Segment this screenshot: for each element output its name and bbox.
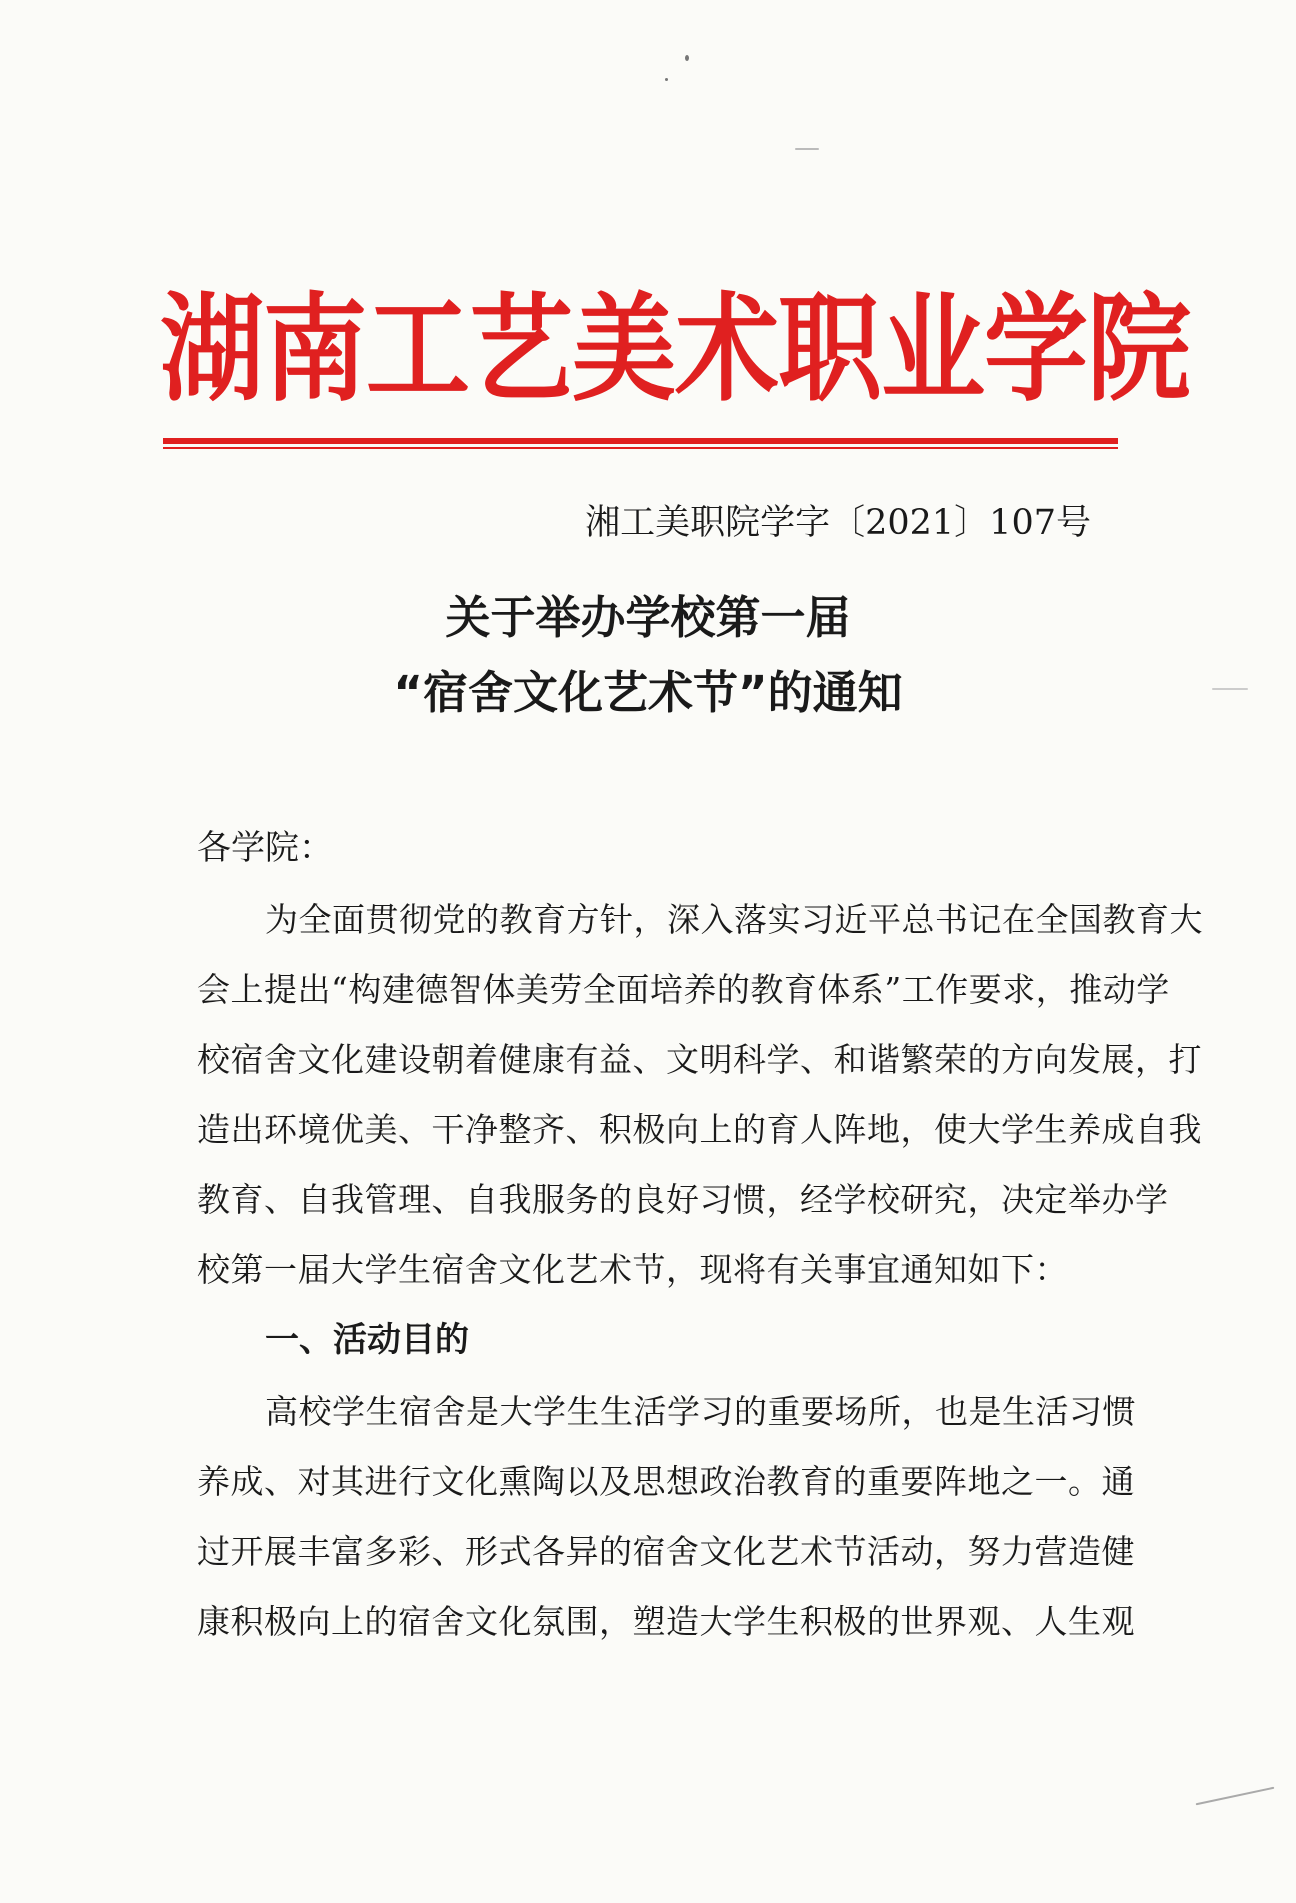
- paragraph-1-line-6: 校第一届大学生宿舍文化艺术节，现将有关事宜通知如下：: [197, 1250, 1068, 1289]
- scan-speck: [665, 78, 668, 81]
- letterhead-red-rule-thin: [163, 447, 1118, 449]
- paragraph-2-line-2: 养成、对其进行文化熏陶以及思想政治教育的重要阵地之一。通: [197, 1462, 1135, 1501]
- paragraph-2-line-4: 康积极向上的宿舍文化氛围，塑造大学生积极的世界观、人生观: [197, 1602, 1135, 1641]
- document-number: 湘工美职院学字〔2021〕107号: [585, 503, 1091, 543]
- scan-speck: [685, 55, 689, 61]
- scan-speck: [795, 148, 819, 150]
- letterhead-institution-name: 湖南工艺美术职业学院: [160, 280, 1191, 418]
- paragraph-1-line-5: 教育、自我管理、自我服务的良好习惯，经学校研究，决定举办学: [197, 1180, 1169, 1219]
- document-title-line-1: 关于举办学校第一届: [445, 591, 851, 644]
- paragraph-2-line-3: 过开展丰富多彩、形式各异的宿舍文化艺术节活动，努力营造健: [197, 1532, 1135, 1571]
- paragraph-1-line-2: 会上提出“构建德智体美劳全面培养的教育体系”工作要求，推动学: [197, 970, 1170, 1009]
- section-1-heading: 一、活动目的: [265, 1320, 469, 1360]
- salutation: 各学院：: [197, 828, 333, 868]
- paragraph-2-line-1: 高校学生宿舍是大学生生活学习的重要场所，也是生活习惯: [265, 1392, 1136, 1431]
- document-title-line-2: “宿舍文化艺术节”的通知: [393, 666, 903, 719]
- paragraph-1-line-3: 校宿舍文化建设朝着健康有益、文明科学、和谐繁荣的方向发展，打: [197, 1040, 1202, 1079]
- paragraph-1-line-1: 为全面贯彻党的教育方针，深入落实习近平总书记在全国教育大: [265, 900, 1203, 939]
- letterhead-red-rule: [163, 438, 1118, 444]
- scan-speck: [1212, 688, 1248, 690]
- scan-speck: [1196, 1787, 1275, 1806]
- paragraph-1-line-4: 造出环境优美、干净整齐、积极向上的育人阵地，使大学生养成自我: [197, 1110, 1202, 1149]
